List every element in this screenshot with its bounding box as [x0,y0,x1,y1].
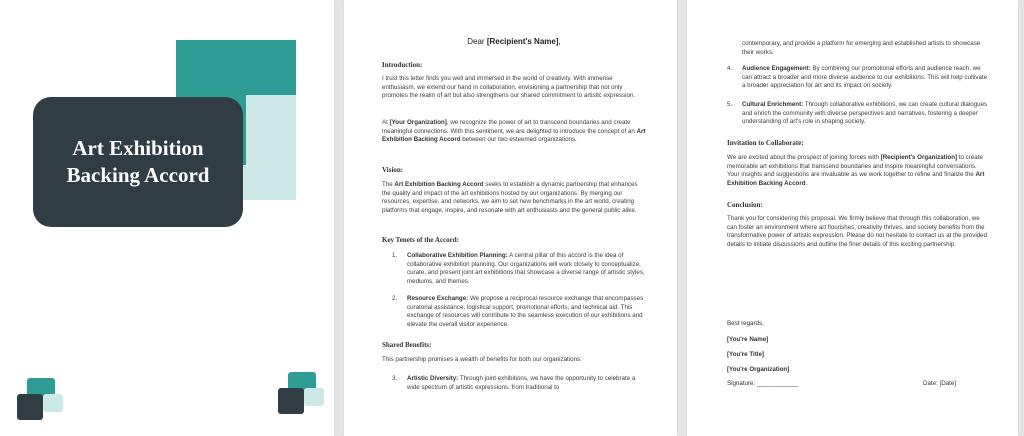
cover-title-line1: Art Exhibition [72,136,204,160]
invitation-heading: Invitation to Collaborate: [727,139,804,147]
sender-name-placeholder: [You're Name] [727,336,769,343]
sender-organization-placeholder: [You're Organization] [727,366,790,373]
introduction-paragraph-2: At [Your Organization], we recognize the power of art to transcend boundaries and create meaningful connections. With this sentiment, we are delighted to introduce the concept of an Art Exhibition Backing Accord between our two esteemed organizations. [382,119,646,144]
introduction-paragraph-1: I trust this letter finds you well and immersed in the world of creativity. With immense enthusiasm, we extend our hand in collaboration, envisioning a partnership that not only promotes the realm of art but also strengthens our shared commitment to artistic expression. [382,75,636,100]
letter-page-2: contemporary, and provide a platform for emerging and established artists to showcase their works. 4. Audience Engagement: By combining our promotional efforts and audience reach, we can attract a broader and more diverse audience to our exhibitions. This will help cultivate a broader appreciation for art and its impact on society. 5. Cultural Enrichment: Through collaborative exhibitions, we can create cultural dialogues and enrich the community with diverse perspectives and narratives, fostering a deeper understanding of art's role in shaping society. Invitation to Collaborate: We are excited about the prospect of joining forces with [Recipient's Organization] to create memorable art exhibitions that transcend boundaries and inspire meaningful conversations. Your insights and suggestions are invaluable as we work together to refine and finalize the Art Exhibition Backing Accord. Conclusion: Thank you for considering this proposal. We firmly believe that through this collaboration, we can foster an environment where art flourishes, creativity thrives, and society benefits from the transformative power of artistic expression. Please do not hesitate to contact us at the provided details to initiate discussions and outline the finer details of this exciting partnership. Best regards, [You're Name] [You're Title] [You're Organization] Signature: ____________ Date: [Date] [687,0,1018,436]
signature-line: Signature: ____________ [727,380,799,387]
squares-logo-icon [17,378,63,420]
shared-benefits-heading: Shared Benefits: [382,341,432,349]
signature-blank: ____________ [756,380,799,387]
cover-page [0,0,334,436]
list-continuation: contemporary, and provide a platform for emerging and established artists to showcase their works. [742,40,981,56]
cover-title [67,135,210,189]
invitation-paragraph: We are excited about the prospect of joining forces with [Recipient's Organization] to create memorable art exhibitions that transcend boundaries and inspire meaningful conversations. Your insights and suggestions are invaluable as we work together to refine and finalize the Art Exhibition Backing Accord. [727,154,985,187]
introduction-heading: Introduction: [382,61,423,69]
date-line: Date: [Date] [923,380,957,387]
conclusion-paragraph: Thank you for considering this proposal. We firmly believe that through this collaboration, we can foster an environment where art flourishes, creativity thrives, and society benefits from the transformative power of artistic expression. Please do not hesitate to contact us at the provided details to initiate discussions and outline the finer details of this exciting partnership. [727,215,988,248]
sender-title-placeholder: [You're Title] [727,351,764,358]
key-tenets-heading: Key Tenets of the Accord: [382,236,459,244]
vision-paragraph: The Art Exhibition Backing Accord seeks to establish a dynamic partnership that enhances the quality and impact of the art exhibitions hosted by our organizations. By merging our resources, expertise, and networks, we aim to set new benchmarks in the art world, creating platforms that engage, inspire, and resonate with art enthusiasts and the general public alike. [382,181,638,214]
greeting: Dear [Recipient's Name], [467,37,561,46]
recipient-name-placeholder: [Recipient's Name] [486,37,559,46]
conclusion-heading: Conclusion: [727,201,763,209]
closing-regards: Best regards, [727,320,764,327]
benefits-intro: This partnership promises a wealth of benefits for both our organizations: [382,356,582,363]
squares-logo-icon [278,372,324,414]
cover-title-card [33,97,243,227]
letter-page-1: Dear [Recipient's Name], Introduction: I trust this letter finds you well and immersed in the world of creativity. With immense enthusiasm, we extend our hand in collaboration, envisioning a partnership that not only promotes the realm of art but also strengthens our shared commitment to artistic expression. At [Your Organization], we recognize the power of art to transcend boundaries and create meaningful connections. With this sentiment, we are delighted to introduce the concept of an Art Exhibition Backing Accord between our two esteemed organizations. Vision: The Art Exhibition Backing Accord seeks to establish a dynamic partnership that enhances the quality and impact of the art exhibitions hosted by our organizations. By merging our resources, expertise, and networks, we aim to set new benchmarks in the art world, creating platforms that engage, inspire, and resonate with art enthusiasts and the general public alike. Key Tenets of the Accord: 1. Collaborative Exhibition Planning: A central pillar of this accord is the idea of collaborative exhibition planning. Our organizations will work closely to conceptualize, curate, and present joint art exhibitions that showcase a diverse range of artistic styles, mediums, and themes. 2. Resource Exchange: We propose a reciprocal resource exchange that encompasses curatorial assistance, logistical support, promotional efforts, and technical aid. This exchange of resources will contribute to the seamless execution of our exhibitions and elevate the overall visitor experience. Shared Benefits: This partnership promises a wealth of benefits for both our organizations: 3. Artistic Diversity: Through joint exhibitions, we have the opportunity to celebrate a wide spectrum of artistic expressions, from traditional to [344,0,677,436]
cover-title-line2: Backing Accord [66,163,210,187]
vision-heading: Vision: [382,166,404,174]
